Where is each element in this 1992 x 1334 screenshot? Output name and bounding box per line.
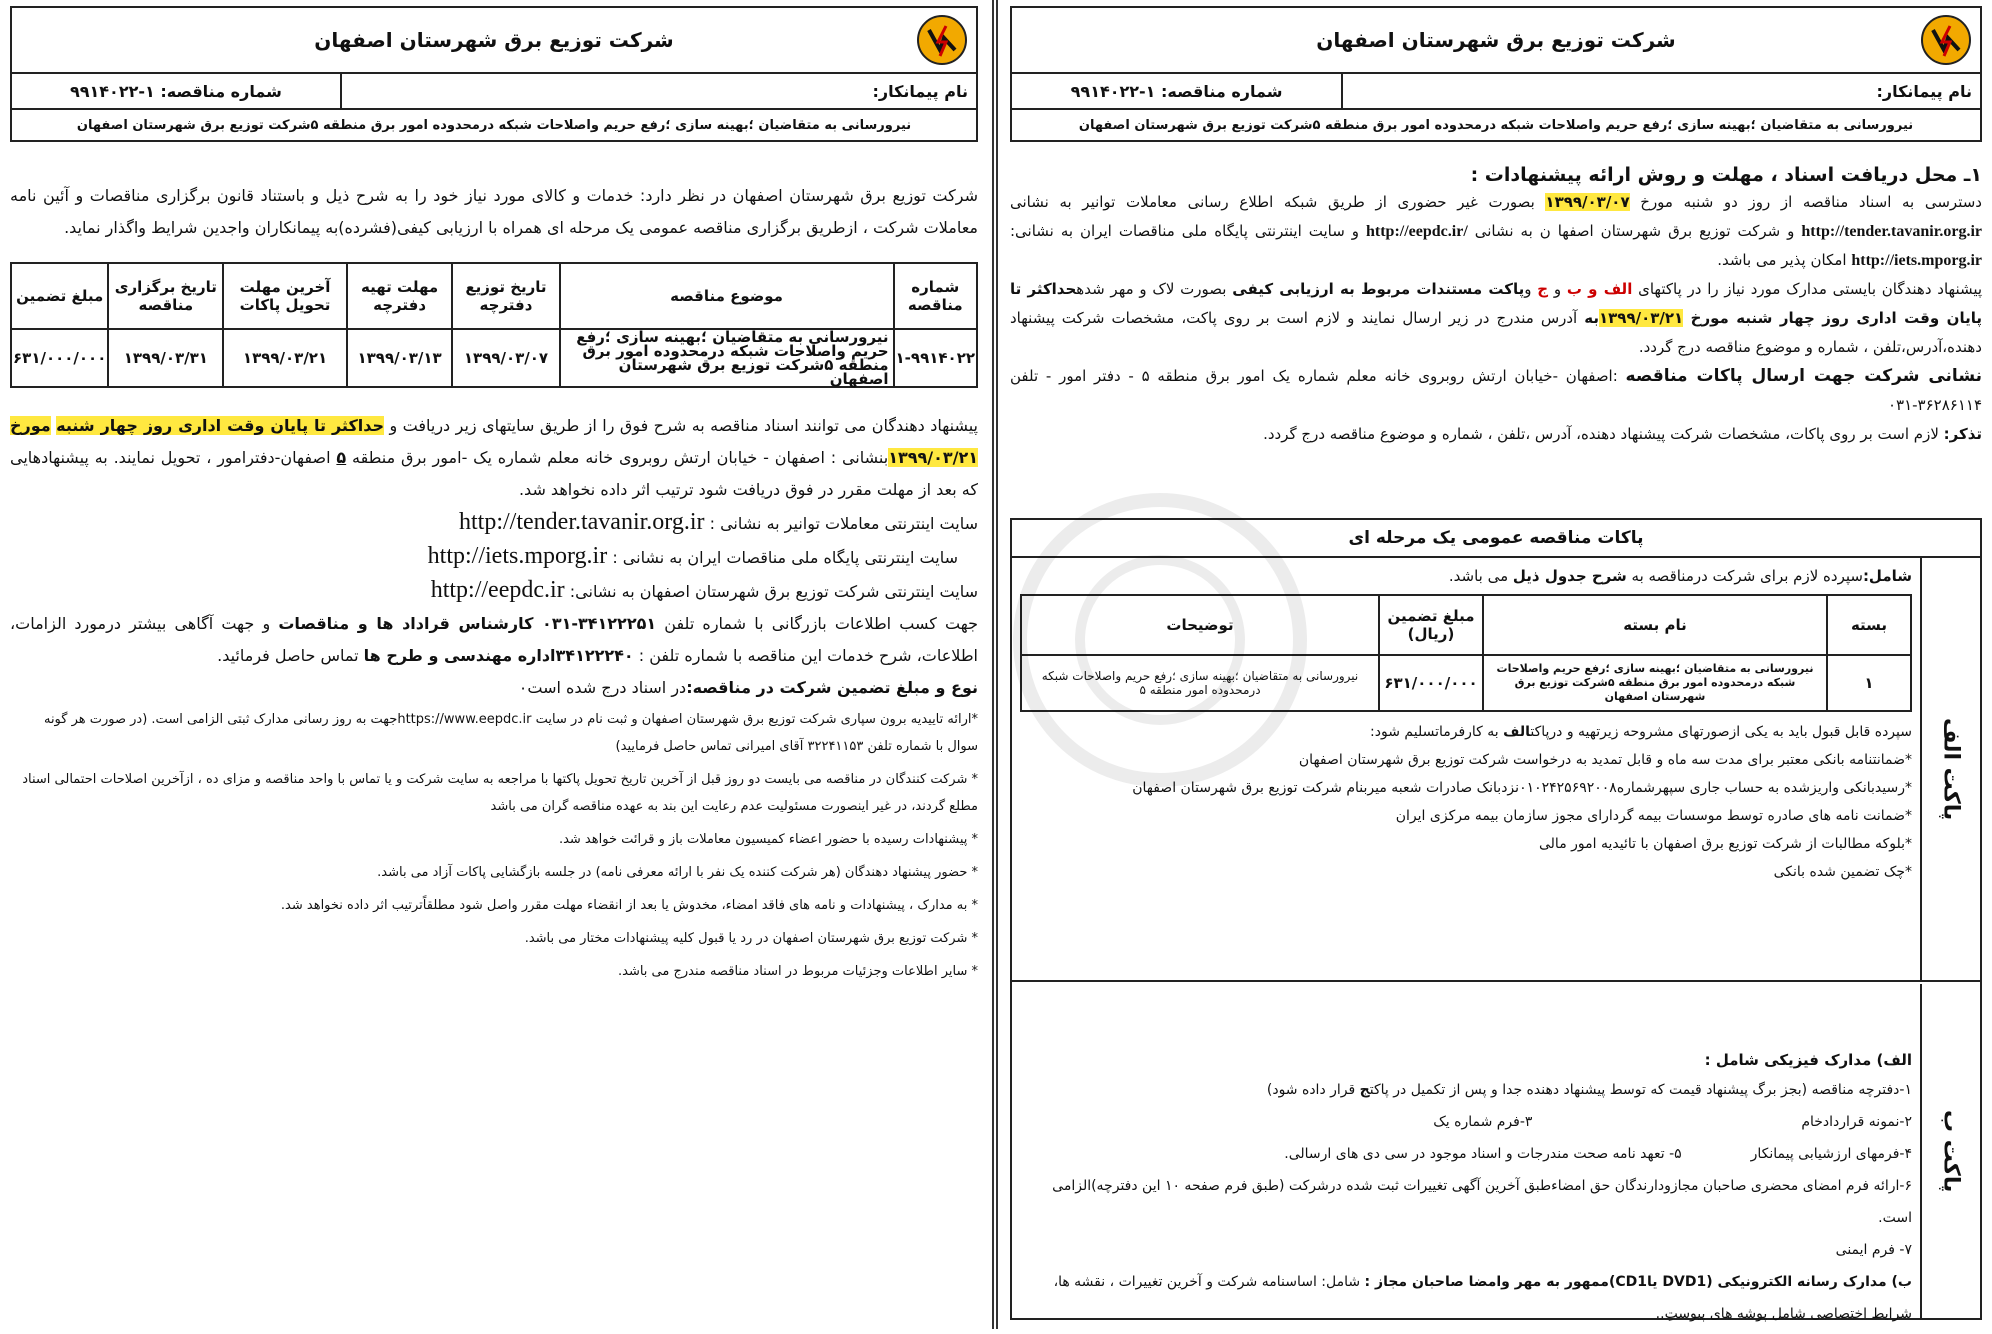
- list-item: * سایر اطلاعات وجزئیات مربوط در اسناد مناقصه مندرج می باشد.: [617, 964, 978, 979]
- list-item: *ضمانتنامه بانکی معتبر برای مدت سه ماه و قابل تمدید به درخواست شرکت توزیع برق شهرستان اصفهان: [1298, 752, 1912, 768]
- packets-paragraph: [1010, 275, 1982, 362]
- access-text-4: و سایت اینترنتی پایگاه ملی مناقصات ایران به نشانی:: [1010, 222, 1366, 240]
- website-link[interactable]: http://iets.mporg.ir: [427, 543, 608, 569]
- tender-subject: نیرورسانی به متقاضیان ؛بهینه سازی ؛رفع حریم واصلاحات شبکه درمحدوده امور برق منطقه ۵شرکت توزیع برق شهرستان اصفهان: [1078, 117, 1914, 133]
- table-header-cell: مهلت تهیه دفترچه: [347, 263, 453, 329]
- b-item3: ۳-فرم شماره یک: [1433, 1114, 1533, 1130]
- website-mporg: [10, 540, 978, 574]
- websites-list: [10, 506, 978, 608]
- submission-text-end: اصفهان-دفترامور ، تحویل نمایند. به پیشنهادهایی که بعد از مهلت مقرر در فوق دریافت شود ترتیب اثر داده نخواهد شد.: [10, 448, 978, 499]
- website-link[interactable]: http://iets.mporg.ir: [1851, 252, 1982, 269]
- packet-b-label: پاکت ب: [1938, 1109, 1964, 1193]
- contact-text: جهت کسب اطلاعات بازرگانی با شماره تلفن: [656, 614, 979, 633]
- deposit-text-2: به کارفرماتسلیم شود:: [1370, 724, 1504, 740]
- table-cell: ۱۳۹۹/۰۳/۳۱: [108, 329, 223, 387]
- guarantee-text: در اسناد درج شده است٠: [518, 678, 687, 697]
- table-header-cell: آخرین مهلت تحویل پاکات: [223, 263, 346, 329]
- company-logo-icon: [916, 14, 968, 66]
- company-name: شرکت توزیع برق شهرستان اصفهان: [314, 28, 674, 52]
- packet-letter-j: ج: [1537, 280, 1549, 298]
- packets-text-5: مورخ: [1683, 309, 1737, 327]
- address-title: نشانی شرکت جهت ارسال پاکات مناقصه: [1625, 366, 1982, 386]
- b-item4: ۴-فرمهای ارزشیابی پیمانکار: [1750, 1146, 1912, 1162]
- deadline-highlight: حداکثر تا پایان وقت اداری روز چهار شنبه: [56, 416, 385, 435]
- contact-text-2: و جهت آگاهی بیشتر درمورد الزامات، اطلاعات، شرح خدمات این مناقصه با شماره تلفن :: [10, 614, 978, 665]
- right-header-box: [1010, 6, 1982, 142]
- table-header-cell: موضوع مناقصه: [560, 263, 894, 329]
- b-item2: ۲-نمونه قراردادخام: [1801, 1114, 1912, 1130]
- table-header-row: [1021, 595, 1911, 655]
- right-notice-panel: [1000, 0, 1992, 1329]
- left-header-top: [12, 8, 976, 74]
- table-cell: ۶۳۱/۰۰۰/۰۰۰: [11, 329, 108, 387]
- tender-subject: نیرورسانی به متقاضیان ؛بهینه سازی ؛رفع حریم واصلاحات شبکه درمحدوده امور برق منطقه ۵شرکت توزیع برق شهرستان اصفهان: [76, 117, 912, 133]
- access-text-2: بصورت غیر حضوری از طریق شبکه اطلاع رسانی معاملات توانیر به نشانی: [1010, 193, 1546, 211]
- table-header-cell: شماره مناقصه: [894, 263, 977, 329]
- packet-a-label: پاکت الف: [1938, 717, 1964, 821]
- guarantee-line: [10, 672, 978, 704]
- packets-box-title: پاکات مناقصه عمومی یک مرحله ای: [1012, 520, 1980, 558]
- submission-text: پیشنهاد دهندگان می توانند اسناد مناقصه به شرح فوق را از طریق سایتهای زیر دریافت و: [384, 416, 978, 435]
- deposit-packet: الف: [1503, 724, 1531, 740]
- packet-table: [1020, 594, 1912, 712]
- reminder-text: لازم است بر روی پاکات، مشخصات شرکت پیشنهاد دهنده، آدرس ،تلفن ، شماره و موضوع مناقصه درج گردد.: [1263, 425, 1944, 443]
- list-item: * حضور پیشنهاد دهندگان (هر شرکت کننده یک نفر با ارائه معرفی نامه) در جلسه بازگشایی پاکات آزاد می باشد.: [377, 865, 978, 880]
- table-cell: نیرورسانی به متقاضیان ؛بهینه سازی ؛رفع حریم واصلاحات شبکه درمحدوده امور منطقه ۵: [1021, 655, 1379, 711]
- packets-text-3: و: [1524, 280, 1538, 298]
- submission-paragraph: [10, 410, 978, 506]
- contractor-label: نام پیمانکار:: [340, 74, 976, 108]
- website-link[interactable]: http://eepdc.ir/: [1366, 223, 1468, 240]
- b-item1-text: ۱-دفترچه مناقصه (بجز برگ پیشنهاد قیمت که توسط پیشنهاد دهنده جدا و پس از تکمیل در پاکت: [1369, 1082, 1912, 1098]
- contact-paragraph: [10, 608, 978, 672]
- website-label: سایت اینترنتی پایگاه ملی مناقصات ایران به نشانی :: [612, 548, 958, 567]
- packet-a-intro-label: شامل:: [1862, 567, 1912, 585]
- deposit-intro: [1020, 718, 1912, 746]
- table-cell: نیرورسانی به متقاضیان ؛بهینه سازی ؛رفع حریم واصلاحات شبکه درمحدوده امور برق منطقه ۵شرکت توزیع برق شهرستان اصفهان: [560, 329, 894, 387]
- electronic-docs-title: ب) مدارک رسانه الکترونیکی (DVD1 یاCD1)ممهور به مهر وامضا صاحبان مجاز :: [1364, 1274, 1912, 1290]
- address-text: :اصفهان -خیابان ارتش روبروی خانه معلم شماره یک امور برق منطقه ۵ - دفتر امور - تلفن ۳۶۲۸۶۱۱۴-۰۳۱: [1010, 367, 1982, 414]
- access-text: دسترسی به اسناد مناقصه از روز دو شنبه مورخ: [1629, 193, 1982, 211]
- list-item: ۷- فرم ایمنی: [1835, 1242, 1912, 1258]
- left-notice-panel: [0, 0, 990, 1329]
- packet-b-section: [1012, 984, 1980, 1322]
- packet-a-section: [1012, 558, 1980, 982]
- packet-a-content: [1012, 558, 1920, 890]
- section-title: ۱ـ محل دریافت اسناد ، مهلت و روش ارائه پیشنهادات :: [1470, 164, 1982, 186]
- table-cell: ۶۳۱/۰۰۰/۰۰۰: [1379, 655, 1483, 711]
- packets-text-4: بصورت لاک و مهر شده: [1076, 280, 1233, 298]
- tender-number: شماره مناقصه: ۱-۹۹۱۴۰۲۲: [1070, 81, 1283, 101]
- list-item: [1020, 1074, 1912, 1106]
- table-cell: ۱۳۹۹/۰۳/۲۱: [223, 329, 346, 387]
- table-header-cell: مبلغ تضمین: [11, 263, 108, 329]
- access-text-3: و شرکت توزیع برق شهرستان اصفها ن به نشانی: [1467, 222, 1802, 240]
- list-item: * پیشنهادات رسیده با حضور اعضاء کمیسیون معاملات باز و قرائت خواهد شد.: [558, 832, 978, 847]
- guarantee-title: نوع و مبلغ تضمین شرکت در مناقصه:: [686, 678, 978, 697]
- packet-letters: الف و ب: [1566, 280, 1633, 298]
- submission-address: بنشانی : اصفهان - خیابان ارتش روبروی خانه معلم شماره یک -امور برق منطقه: [346, 448, 889, 467]
- intro-paragraph: شرکت توزیع برق شهرستان اصفهان در نظر دارد: خدمات و کالای مورد نیاز خود را به شرح ذیل و باستناد قانون برگزاری مناقصات و آئین نامه معاملات شرکت ، ازطریق برگزاری مناقصه عمومی یک مرحله ای همراه با ارزیابی کیفی(فشرده)به پیمانکاران واجدین شرایط واگذار نماید.: [10, 186, 978, 237]
- b-item5: ۵- تعهد نامه صحت مندرجات و اسناد موجود در سی دی های ارسالی.: [1284, 1146, 1682, 1162]
- electronic-docs: [1020, 1266, 1912, 1330]
- deadline-date-highlight: مورخ ۱۳۹۹/۰۳/۲۱: [10, 416, 978, 467]
- company-logo-icon: [1920, 14, 1972, 66]
- contractor-label: نام پیمانکار:: [1341, 74, 1980, 108]
- notes-list: [10, 706, 978, 985]
- list-item: *چک تضمین شده بانکی: [1773, 864, 1912, 880]
- contact-phone-2: ۳۴۱۲۲۲۴۰اداره مهندسی و طرح ها: [363, 646, 634, 665]
- list-item: * به مدارک ، پیشنهادات و نامه های فاقد امضاء، مخدوش یا بعد از انقضاء مهلت مقرر واصل شود مطلقاًترتیب اثر داده نخواهد شد.: [280, 898, 978, 913]
- packets-text-7: آدرس مندرج در زیر ارسال نمایند و لازم است بر روی پاکت، مشخصات شرکت پیشنهاد دهنده،آدرس،تلفن ، شماره و موضوع مناقصه درج گردد.: [1010, 309, 1982, 356]
- region-number: ۵: [336, 448, 347, 467]
- packets-box: [1010, 518, 1982, 1320]
- table-header-cell: بسته: [1827, 595, 1911, 655]
- table-cell: ۱-۹۹۱۴۰۲۲: [894, 329, 977, 387]
- packets-text-6: به: [1584, 309, 1599, 327]
- packet-a-intro-bold: شرح جدول ذیل: [1512, 567, 1627, 585]
- packet-b-side: [1920, 984, 1980, 1318]
- electronic-docs-text: شامل: اساسنامه شرکت و آخرین تغییرات ، نقشه ها، شرایط اختصاصی شامل پوشه های پیوستِ..: [1053, 1274, 1912, 1322]
- company-name: شرکت توزیع برق شهرستان اصفهان: [1316, 28, 1676, 52]
- right-header-row: [1012, 74, 1980, 110]
- address-paragraph: [1010, 362, 1982, 420]
- left-header-box: [10, 6, 978, 142]
- reminder-paragraph: [1010, 420, 1982, 449]
- website-link[interactable]: http://eepdc.ir: [430, 577, 565, 603]
- packet-a-intro-end: می باشد.: [1448, 567, 1513, 585]
- packet-b-content: [1012, 984, 1920, 1334]
- table-header-cell: نام بسته: [1483, 595, 1827, 655]
- left-header-row: [12, 74, 976, 110]
- packets-text: پیشنهاد دهندگان بایستی مدارک مورد نیاز را در پاکتهای: [1632, 280, 1983, 298]
- table-cell: ۱۳۹۹/۰۳/۰۷: [452, 329, 559, 387]
- b-item1-end: قرار داده شود): [1266, 1082, 1360, 1098]
- deadline-date-highlight: ۱۳۹۹/۰۳/۲۱: [1598, 309, 1684, 327]
- website-link[interactable]: http://tender.tavanir.org.ir: [459, 509, 705, 535]
- table-cell: ۱۳۹۹/۰۳/۱۳: [347, 329, 453, 387]
- list-item: ۶-ارائه فرم امضای محضری صاحبان مجازودارندگان حق امضاءطبق آخرین آگهی تغییرات ثبت شده درشرکت (طبق فرم صفحه ۱۰ این دفترچه)الزامی است.: [1052, 1178, 1912, 1226]
- deposit-text: سپرده قابل قبول باید به یکی ازصورتهای مشروحه زیرتهیه و درپاکت: [1530, 724, 1912, 740]
- right-header-top: [1012, 8, 1980, 74]
- reminder-title: تذکر:: [1943, 425, 1982, 443]
- b-item1-packet: ج: [1359, 1082, 1370, 1098]
- tender-schedule-table: [10, 262, 978, 388]
- table-header-cell: مبلغ تضمین (ریال): [1379, 595, 1483, 655]
- packets-text-2: و: [1548, 280, 1567, 298]
- list-item: * شرکت کنندگان در مناقصه می بایست دو روز قبل از آخرین تاریخ تحویل پاکتها با مراجعه به سایت شرکت و یا تماس با واحد مناقصه و مزای ده ، ازآخرین اصلاحات احتمالی اسناد مطلع گردند، در غیر اینصورت مسئولیت عدم رعایت این بند به عهده مناقصه گران می باشد: [22, 772, 978, 814]
- contact-phone-1: ۳۴۱۲۲۲۵۱-۰۳۱ کارشناس قراداد ها و مناقصات: [278, 614, 657, 633]
- tender-number: شماره مناقصه: ۱-۹۹۱۴۰۲۲: [69, 81, 282, 101]
- list-item: *ضمانت نامه های صادره توسط موسسات بیمه گردارای مجوز سازمان بیمه مرکزی ایران: [1395, 808, 1912, 824]
- table-row: [1021, 655, 1911, 711]
- website-eepdc: [10, 574, 978, 608]
- list-item: [1020, 1138, 1912, 1170]
- table-cell: نیرورسانی به متقاضیان ؛بهینه سازی ؛رفع حریم واصلاحات شبکه درمحدوده امور برق منطقه ۵شرکت توزیع برق شهرستان اصفهان: [1483, 655, 1827, 711]
- table-cell: ۱: [1827, 655, 1911, 711]
- list-item: *رسیدبانکی واریزشده به حساب جاری سپهرشماره۰۱۰۲۴۲۵۶۹۲۰۰۸نزدبانک صادرات شعبه میربنام شرکت توزیع برق شهرستان اصفهان: [1132, 780, 1912, 796]
- access-paragraph: [1010, 188, 1982, 275]
- website-link[interactable]: http://tender.tavanir.org.ir: [1801, 223, 1982, 240]
- website-label: سایت اینترنتی معاملات توانیر به نشانی :: [709, 514, 978, 533]
- table-header-cell: تاریخ برگزاری مناقصه: [108, 263, 223, 329]
- deadline-bold: حداکثر تا پایان وقت اداری روز چهار شنبه: [1010, 280, 1982, 327]
- panel-divider: [992, 0, 998, 1329]
- table-header-cell: تاریخ توزیع دفترچه: [452, 263, 559, 329]
- website-tavanir: [10, 506, 978, 540]
- table-header-cell: توضیحات: [1021, 595, 1379, 655]
- table-header-row: [11, 263, 977, 329]
- access-text-5: امکان پذیر می باشد.: [1717, 251, 1852, 269]
- contact-text-3: تماس حاصل فرمائید.: [217, 646, 364, 665]
- packet-a-intro: [1020, 562, 1912, 590]
- access-date-highlight: ۱۳۹۹/۰۳/۰۷: [1545, 193, 1630, 211]
- quality-packet: پاکت مستندات مربوط به ارزیابی کیفی: [1232, 280, 1525, 298]
- table-row: [11, 329, 977, 387]
- list-item: *بلوکه مطالبات از شرکت توزیع برق اصفهان با تائیدیه امور مالی: [1539, 836, 1912, 852]
- list-item: * شرکت توزیع برق شهرستان اصفهان در رد یا قبول کلیه پیشنهادات مختار می باشد.: [524, 931, 978, 946]
- packet-a-intro-text: سپرده لازم برای شرکت درمناقصه به: [1626, 567, 1863, 585]
- packet-a-side: [1920, 558, 1980, 980]
- list-item: [1020, 1106, 1912, 1138]
- list-item: *ارائه تاییدیه برون سپاری شرکت توزیع برق شهرستان اصفهان و ثبت نام در سایت https://www.eepdc.irجهت به روز رسانی مدارک ثبتی الزامی است. (در صورت هر گونه سوال با شماره تلفن ۳۲۲۴۱۱۵۳ آقای امیرانی تماس حاصل فرمایید): [43, 712, 978, 754]
- packet-b-title: الف) مدارک فیزیکی شامل :: [1704, 1051, 1912, 1069]
- website-label: سایت اینترنتی شرکت توزیع برق شهرستان اصفهان به نشانی:: [569, 582, 978, 601]
